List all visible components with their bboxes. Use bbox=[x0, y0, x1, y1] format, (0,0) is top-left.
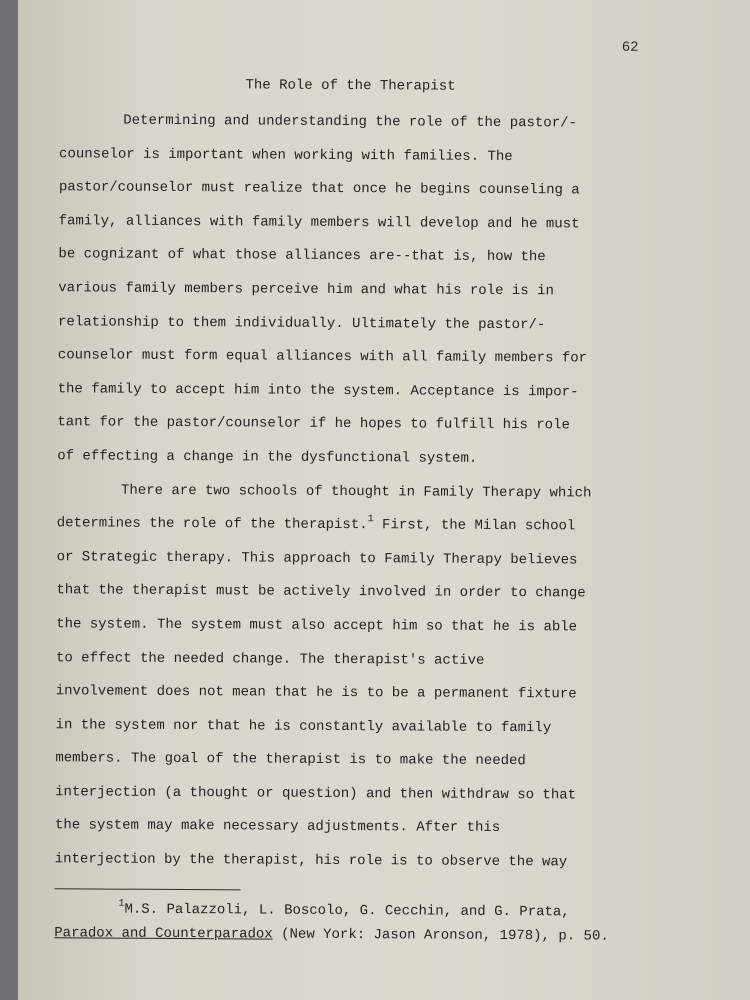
paragraph-1-line: tant for the pastor/counselor if he hopes to fulfill his role bbox=[57, 414, 570, 434]
paragraph-1-line: of effecting a change in the dysfunctional system. bbox=[57, 448, 478, 467]
paragraph-1-line: be cognizant of what those alliances are--that is, how the bbox=[58, 246, 546, 266]
page-number: 62 bbox=[621, 39, 639, 56]
footnote bbox=[54, 898, 609, 947]
paragraph-2-line-continuation: First, the Milan school bbox=[373, 517, 576, 535]
footnote-publication: (New York: Jason Aronson, 1978), p. 50. bbox=[272, 926, 609, 945]
paragraph-1-line: relationship to them individually. Ultimately the pastor/- bbox=[57, 313, 546, 333]
paragraph-1-line: counselor is important when working with families. The bbox=[59, 145, 513, 165]
document-page bbox=[18, 0, 750, 1000]
paragraph-2-line: that the therapist must be actively involved in order to change bbox=[56, 582, 586, 602]
footnote-reference-marker: 1 bbox=[367, 514, 374, 526]
paragraph-1-line: family, alliances with family members will develop and he must bbox=[58, 213, 580, 233]
paragraph-1-line: Determining and understanding the role of the pastor/- bbox=[123, 112, 577, 132]
footnote-authors: M.S. Palazzoli, L. Boscolo, G. Cecchin, and G. Prata, bbox=[124, 901, 570, 921]
paragraph-2-line: interjection (a thought or question) and then withdraw so that bbox=[55, 784, 577, 804]
footnote-marker: 1 bbox=[118, 898, 125, 910]
paragraph-1-line: the family to accept him into the system. Acceptance is impor- bbox=[57, 380, 579, 401]
footnote-divider bbox=[55, 888, 241, 890]
paragraph-2-line: members. The goal of the therapist is to make the needed bbox=[55, 750, 526, 770]
paragraph-2-line: or Strategic therapy. This approach to Family Therapy believes bbox=[56, 548, 578, 569]
paragraph-1-line: counselor must form equal alliances with all family members for bbox=[57, 347, 588, 367]
paragraph-2-line: There are two schools of thought in Family Therapy which bbox=[120, 482, 592, 502]
paragraph-2-line: interjection by the therapist, his role is to observe the way bbox=[54, 851, 568, 871]
paragraph-2-line: the system. The system must also accept him so that he is able bbox=[56, 616, 578, 636]
paragraph-2-line-with-footnote bbox=[57, 507, 697, 545]
paragraph-1-line: pastor/counselor must realize that once he begins counseling a bbox=[58, 179, 580, 199]
paragraph-2-line: to effect the needed change. The therapist's active bbox=[55, 649, 485, 669]
body-text bbox=[55, 104, 700, 881]
footnote-book-title: Paradox and Counterparadox bbox=[54, 925, 273, 943]
paragraph-1-line: various family members perceive him and what his role is in bbox=[58, 280, 554, 300]
paragraph-2-line: involvement does not mean that he is to be a permanent fixture bbox=[55, 683, 577, 703]
footnote-line-1 bbox=[54, 898, 609, 925]
paragraph-2-line: in the system nor that he is constantly available to family bbox=[55, 716, 552, 736]
section-title: The Role of the Therapist bbox=[245, 77, 456, 95]
paragraph-2-line: the system may make necessary adjustments. After this bbox=[54, 817, 501, 837]
footnote-line-2 bbox=[54, 922, 609, 947]
page-content bbox=[18, 0, 750, 1000]
paragraph-2-line-text: determines the role of the therapist. bbox=[56, 515, 368, 534]
